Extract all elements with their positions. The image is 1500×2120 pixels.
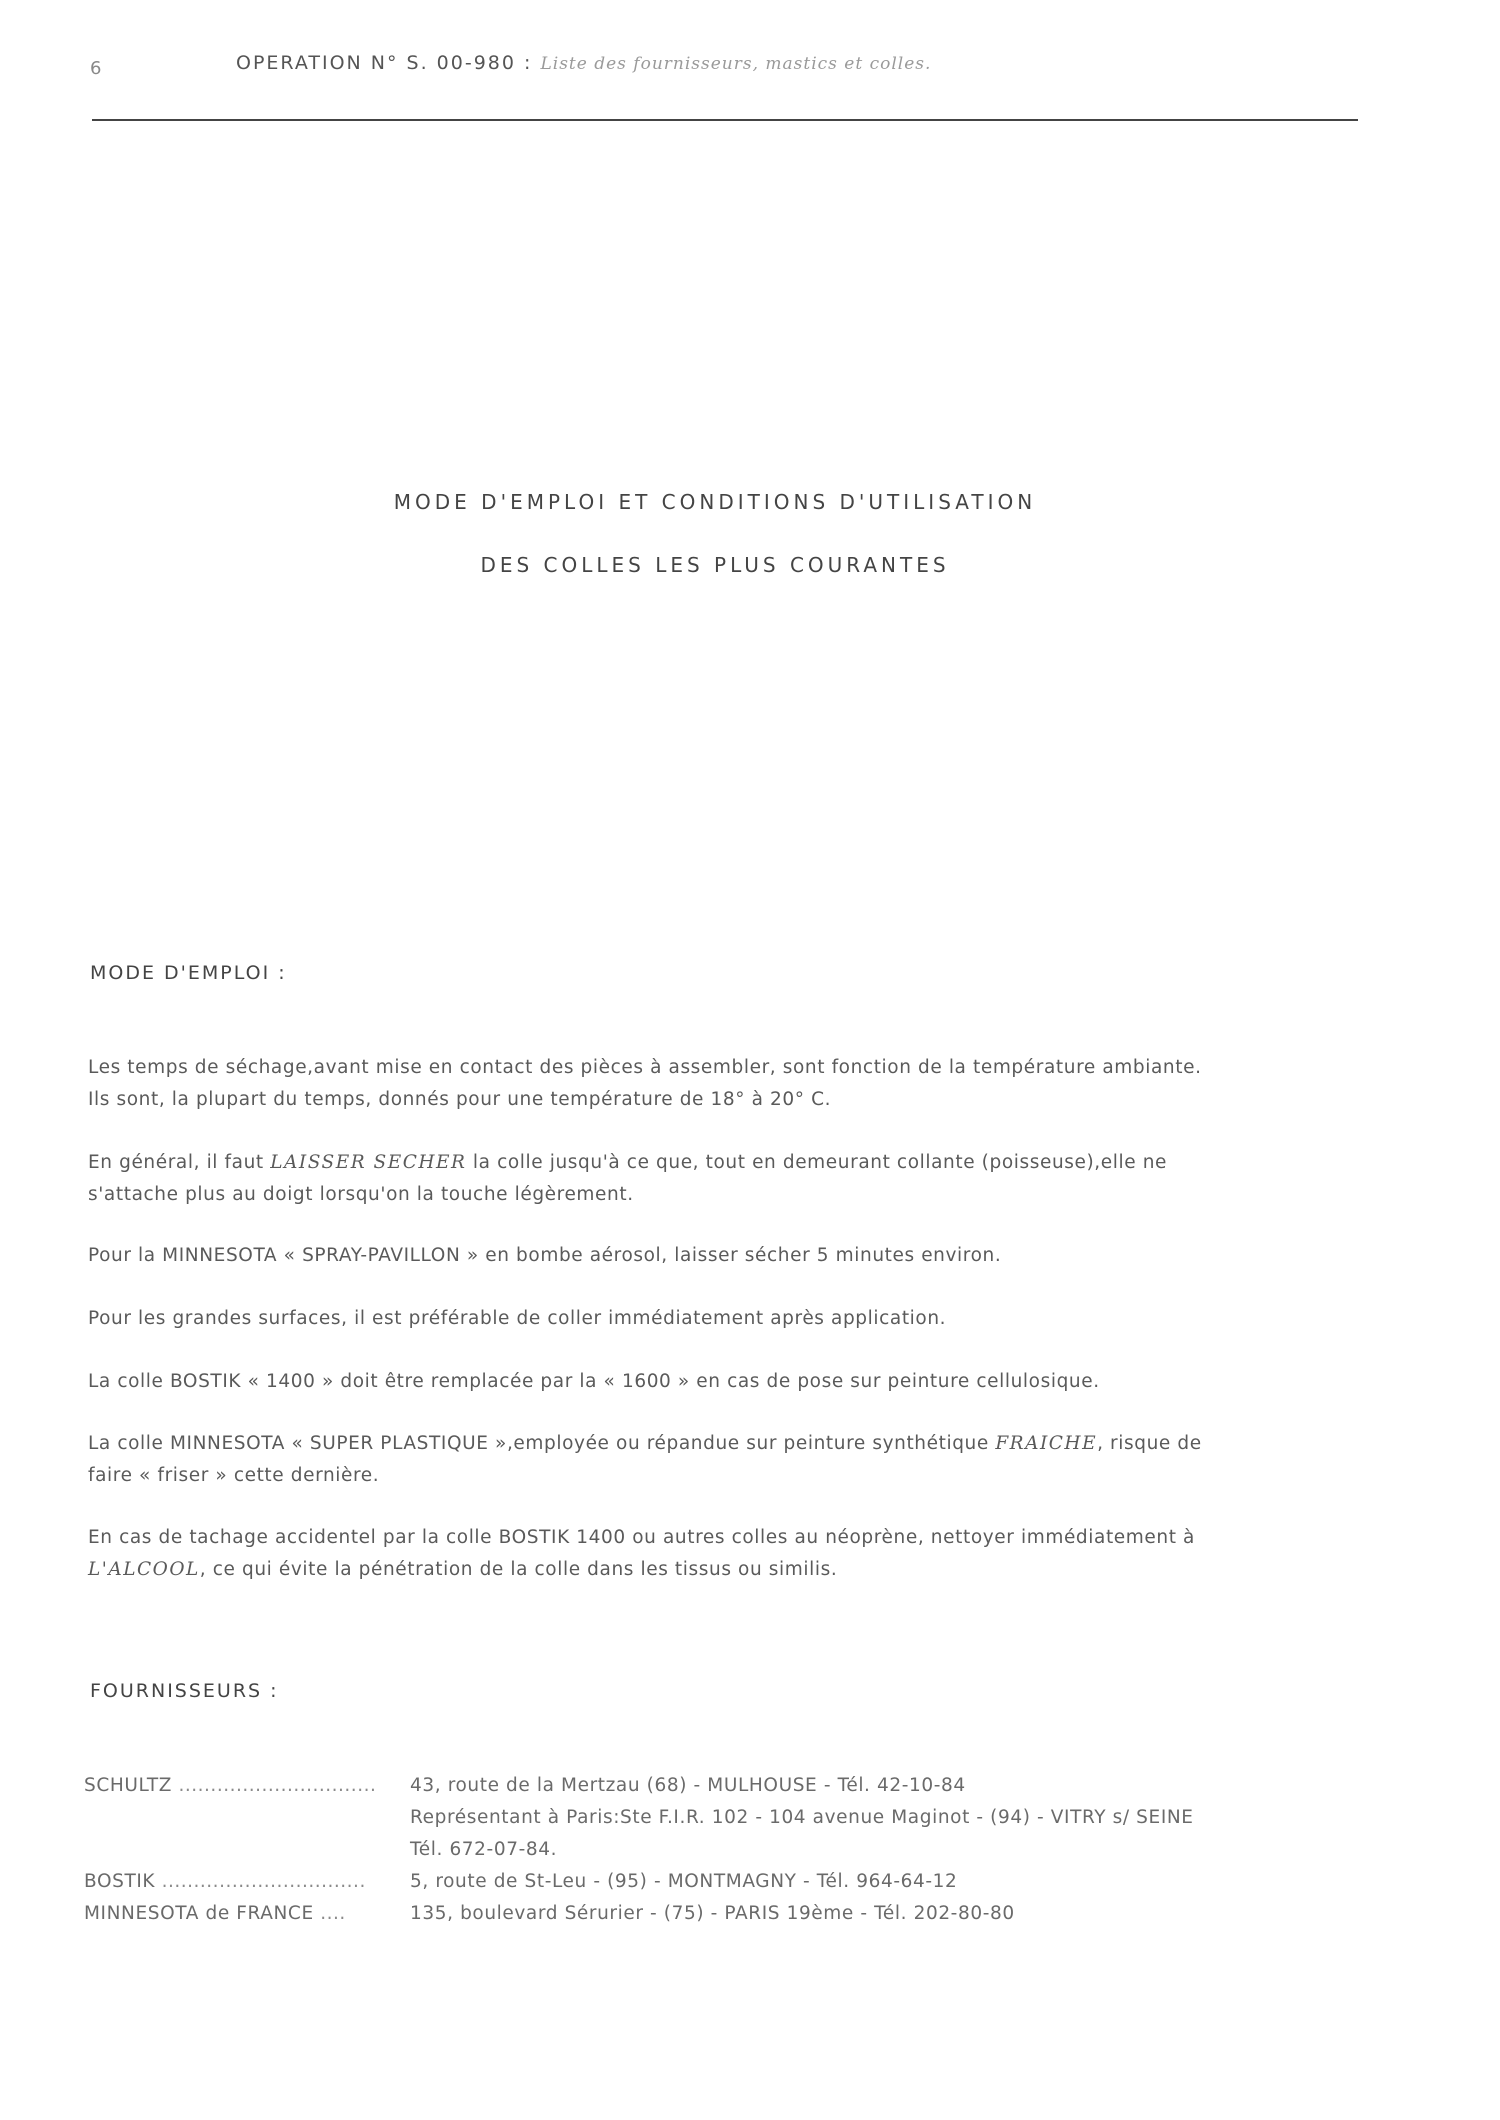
body-text: , ce qui évite la pénétration de la colle dans les tissus ou similis.: [199, 1559, 838, 1580]
supplier-address: [410, 1898, 1015, 1930]
body-text: Pour les grandes surfaces, il est préférable de coller immédiatement après application.: [88, 1308, 947, 1329]
mode-emploi-paragraph: [88, 1522, 1368, 1586]
supplier-name-text: BOSTIK: [84, 1871, 162, 1892]
operation-reference: [236, 52, 931, 74]
paragraph-line: [88, 1240, 1368, 1272]
supplier-name-text: SCHULTZ: [84, 1775, 179, 1796]
leader-dots: ...............................: [178, 1775, 377, 1796]
paragraph-line: [88, 1554, 1368, 1586]
supplier-address-line: 135, boulevard Sérurier - (75) - PARIS 19ème - Tél. 202-80-80: [410, 1903, 1015, 1924]
supplier-row: [84, 1770, 1384, 1866]
suppliers-list: [84, 1770, 1384, 1930]
body-text: Les temps de séchage,avant mise en contact des pièces à assembler, sont fonction de la température ambiante.: [88, 1057, 1202, 1078]
mode-emploi-paragraph: [88, 1303, 1368, 1335]
document-title-line-1: MODE D'EMPLOI ET CONDITIONS D'UTILISATION: [393, 490, 1037, 514]
supplier-address: [410, 1866, 957, 1898]
paragraph-line: [88, 1366, 1368, 1398]
fournisseurs-heading: FOURNISSEURS :: [90, 1680, 279, 1702]
paragraph-line: [88, 1428, 1368, 1460]
paragraph-line: [88, 1052, 1368, 1084]
supplier-address-line: Tél. 672-07-84.: [410, 1839, 558, 1860]
emphasis-text: L'ALCOOL: [88, 1559, 200, 1580]
supplier-row: [84, 1898, 1384, 1930]
body-text: En cas de tachage accidentel par la colle BOSTIK 1400 ou autres colles au néoprène, nettoyer immédiatement à: [88, 1527, 1195, 1548]
operation-number: OPERATION N° S. 00-980 :: [236, 52, 533, 74]
mode-emploi-heading: MODE D'EMPLOI :: [90, 962, 287, 984]
paragraph-line: [88, 1084, 1368, 1116]
body-text: En général, il faut: [88, 1152, 271, 1173]
document-title-line-2: DES COLLES LES PLUS COURANTES: [480, 553, 950, 577]
header-rule: [92, 119, 1358, 121]
supplier-address-line: Représentant à Paris:Ste F.I.R. 102 - 104 avenue Maginot - (94) - VITRY s/ SEINE: [410, 1807, 1194, 1828]
body-text: Ils sont, la plupart du temps, donnés pour une température de 18° à 20° C.: [88, 1089, 832, 1110]
supplier-name: [84, 1770, 410, 1802]
mode-emploi-paragraph: [88, 1366, 1368, 1398]
supplier-name-text: MINNESOTA de FRANCE: [84, 1903, 321, 1924]
mode-emploi-paragraph: [88, 1147, 1368, 1211]
supplier-row: [84, 1866, 1384, 1898]
supplier-name: [84, 1898, 410, 1930]
body-text: faire « friser » cette dernière.: [88, 1465, 380, 1486]
body-text: s'attache plus au doigt lorsqu'on la touche légèrement.: [88, 1184, 634, 1205]
paragraph-line: [88, 1179, 1368, 1211]
mode-emploi-paragraph: [88, 1428, 1368, 1492]
body-text: , risque de: [1097, 1433, 1202, 1454]
supplier-address-line: 43, route de la Mertzau (68) - MULHOUSE - Tél. 42-10-84: [410, 1775, 966, 1796]
paragraph-line: [88, 1147, 1368, 1179]
emphasis-text: FRAICHE: [995, 1433, 1098, 1454]
paragraph-line: [88, 1522, 1368, 1554]
emphasis-text: LAISSER SECHER: [270, 1152, 467, 1173]
body-text: La colle BOSTIK « 1400 » doit être remplacée par la « 1600 » en cas de pose sur peinture cellulosique.: [88, 1371, 1100, 1392]
body-text: la colle jusqu'à ce que, tout en demeurant collante (poisseuse),elle ne: [466, 1152, 1168, 1173]
operation-subtitle: Liste des fournisseurs, mastics et colles.: [540, 54, 932, 74]
mode-emploi-paragraph: [88, 1240, 1368, 1272]
mode-emploi-paragraph: [88, 1052, 1368, 1116]
paragraph-line: [88, 1303, 1368, 1335]
page-number: 6: [90, 58, 104, 79]
body-text: La colle MINNESOTA « SUPER PLASTIQUE »,employée ou répandue sur peinture synthétique: [88, 1433, 996, 1454]
leader-dots: ....: [320, 1903, 346, 1924]
page-header: [90, 52, 1360, 92]
paragraph-line: [88, 1460, 1368, 1492]
body-text: Pour la MINNESOTA « SPRAY-PAVILLON » en bombe aérosol, laisser sécher 5 minutes environ.: [88, 1245, 1002, 1266]
leader-dots: ................................: [161, 1871, 366, 1892]
supplier-address: [410, 1770, 1194, 1866]
supplier-name: [84, 1866, 410, 1898]
supplier-address-line: 5, route de St-Leu - (95) - MONTMAGNY - Tél. 964-64-12: [410, 1871, 958, 1892]
